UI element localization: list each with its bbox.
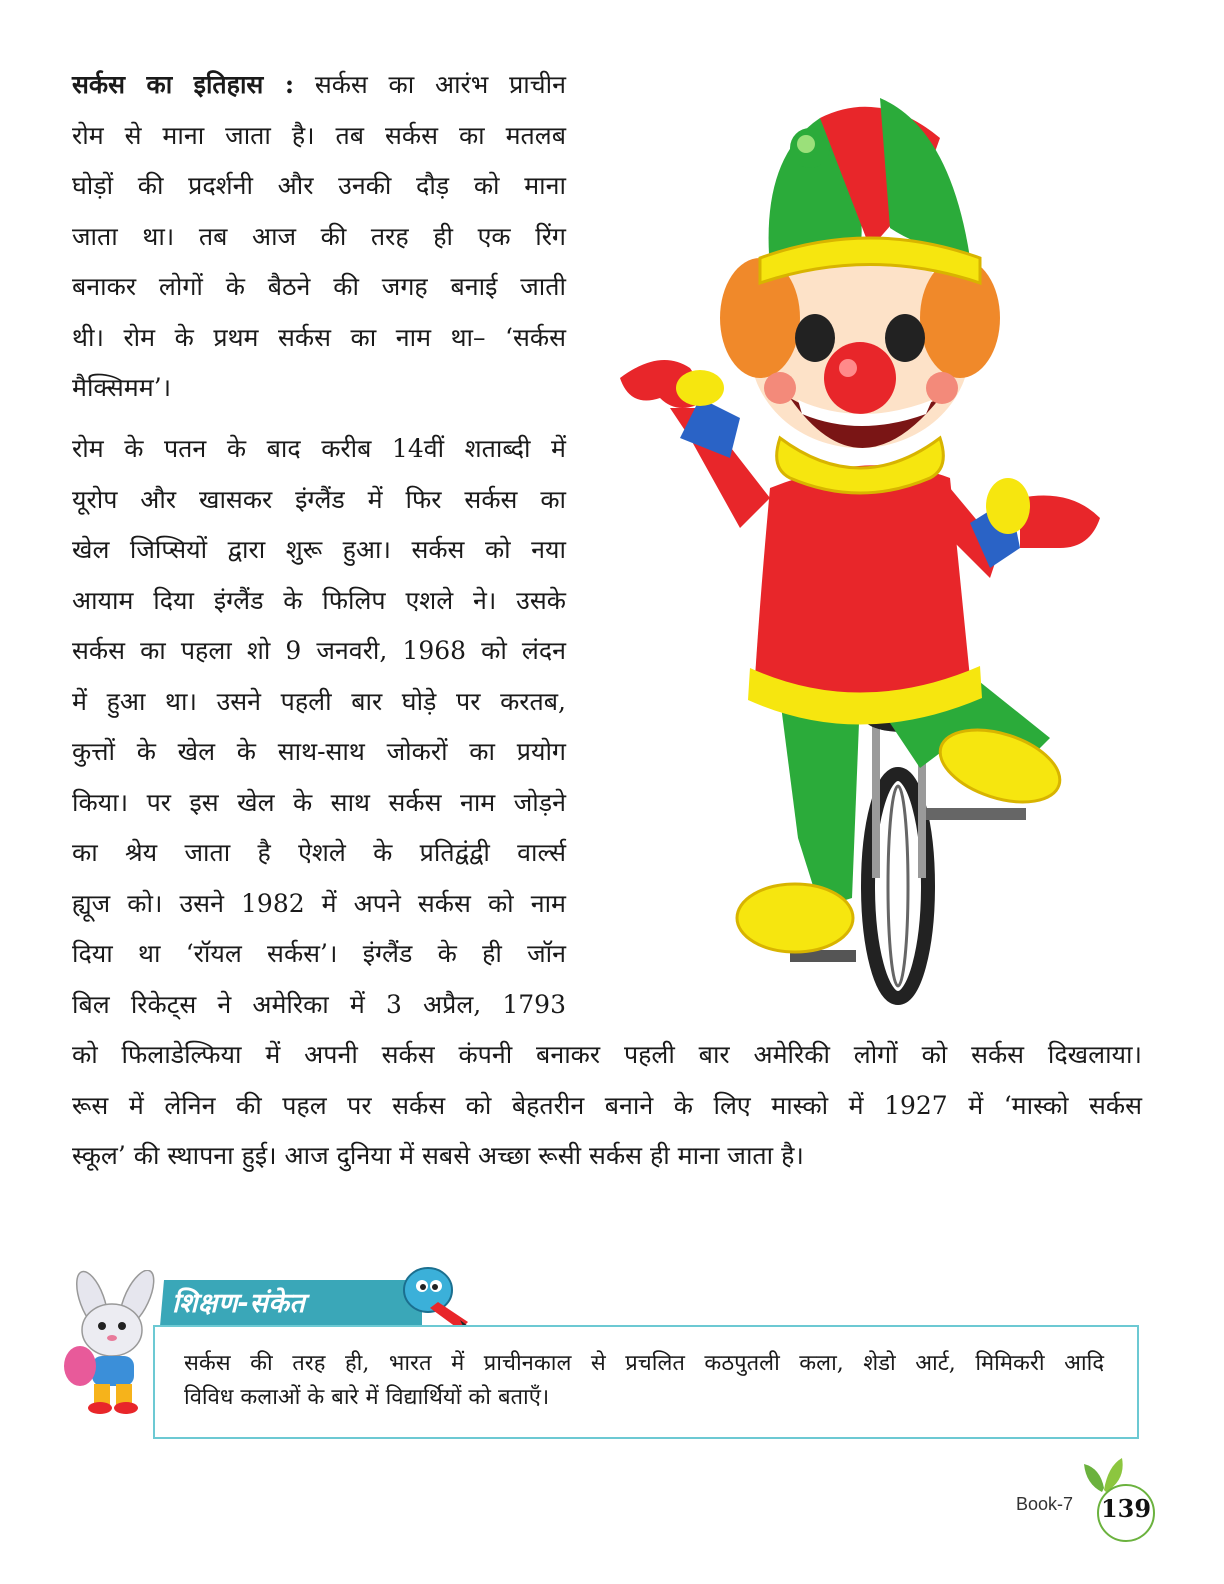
para2-line: कुत्तों के खेल के साथ-साथ जोकरों का प्रयोग: [72, 737, 566, 766]
clown-illustration: [620, 78, 1110, 1008]
para2-line: आयाम दिया इंग्लैंड के फिलिप एशले ने। उसके: [72, 585, 566, 615]
para1-line-1: रोम से माना जाता है। तब सर्कस का मतलब: [72, 120, 566, 150]
para2-line: ह्यूज को। उसने 1982 में अपने सर्कस को नाम: [72, 888, 566, 918]
history-paragraph-3: [72, 1030, 1142, 1182]
history-paragraph-2: [72, 424, 566, 1030]
para2-line: किया। पर इस खेल के साथ सर्कस नाम जोड़ने: [72, 787, 566, 817]
note-line: विविध कलाओं के बारे में विद्यार्थियों को बताएँ।: [184, 1385, 550, 1410]
para2-line: यूरोप और खासकर इंग्लैंड में फिर सर्कस का: [72, 484, 566, 514]
section-heading: सर्कस का इतिहास :: [72, 70, 295, 99]
para1-line-2: घोड़ों की प्रदर्शनी और उनकी दौड़ को माना: [72, 171, 566, 200]
para1-line-4: बनाकर लोगों के बैठने की जगह बनाई जाती: [72, 272, 566, 301]
para2-line: का श्रेय जाता है ऐशले के प्रतिद्वंद्वी वार्ल्स: [72, 838, 566, 867]
para2-line: रोम के पतन के बाद करीब 14वीं शताब्दी में: [72, 434, 566, 463]
para2-line: सर्कस का पहला शो 9 जनवरी, 1968 को लंदन: [72, 636, 566, 665]
para2-line: खेल जिप्सियों द्वारा शुरू हुआ। सर्कस को नया: [72, 535, 566, 564]
note-line: सर्कस की तरह ही, भारत में प्राचीनकाल से प्रचलित कठपुतली कला, शेडो आर्ट, मिमिकरी आदि: [184, 1351, 1104, 1376]
note-text: [184, 1347, 1104, 1415]
para3-line: रूस में लेनिन की पहल पर सर्कस को बेहतरीन बनाने के लिए मास्को में 1927 में ‘मास्को सर्कस: [72, 1090, 1142, 1120]
para1-line-3: जाता था। तब आज की तरह ही एक रिंग: [72, 221, 566, 251]
page-number: 139: [1100, 1494, 1152, 1523]
note-title: शिक्षण-संकेत: [172, 1288, 306, 1319]
para2-line: में हुआ था। उसने पहली बार घोड़े पर करतब,: [72, 686, 566, 716]
pencil-mascot-icon: [398, 1262, 478, 1334]
para3-line: स्कूल’ की स्थापना हुई। आज दुनिया में सबसे अच्छा रूसी सर्कस ही माना जाता है।: [72, 1141, 804, 1170]
book-label: Book-7: [1016, 1494, 1074, 1514]
para3-line: को फिलाडेल्फिया में अपनी सर्कस कंपनी बनाकर पहली बार अमेरिकी लोगों को सर्कस दिखलाया।: [72, 1040, 1142, 1069]
para1-line-0: सर्कस का इतिहास : सर्कस का आरंभ प्राचीन: [72, 70, 566, 99]
para2-line: दिया था ‘रॉयल सर्कस’। इंग्लैंड के ही जॉन: [72, 939, 566, 968]
history-paragraph-1: [72, 60, 566, 414]
para2-line: बिल रिकेट्स ने अमेरिका में 3 अप्रैल, 1793: [72, 989, 566, 1019]
para1-line-5: थी। रोम के प्रथम सर्कस का नाम था– ‘सर्कस: [72, 322, 566, 352]
para1-line-6: मैक्सिमम’।: [72, 373, 172, 402]
